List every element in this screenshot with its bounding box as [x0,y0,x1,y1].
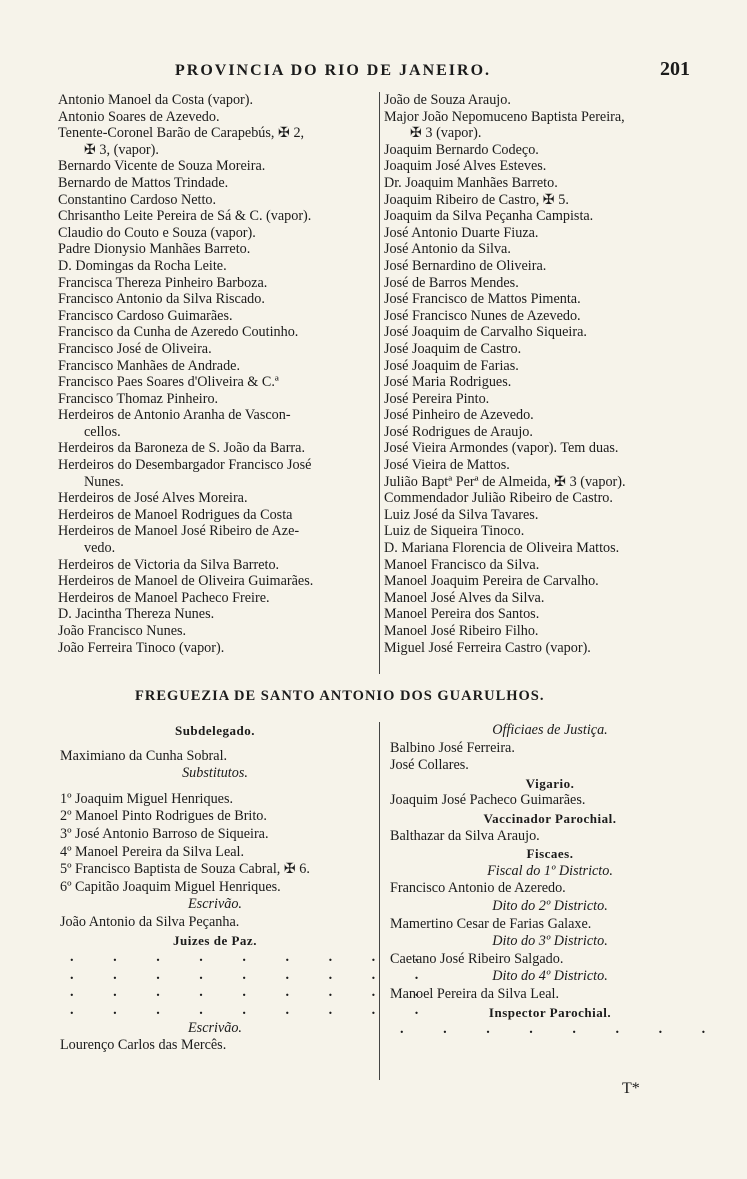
list-item: Tenente-Coronel Barão de Carapebús, ✠ 2, [58,125,305,142]
list-item: D. Mariana Florencia de Oliveira Mattos. [384,540,620,557]
fiscal-name: Mamertino Cesar de Farias Galaxe. [390,915,592,932]
fiscal-district-heading: Fiscal do 1º Districto. [487,862,613,879]
list-item: João Ferreira Tinoco (vapor). [58,639,225,656]
dotted-leader: . . . . . . . . . [70,1001,437,1018]
list-item: Herdeiros de José Alves Moreira. [58,490,248,507]
substitutos-heading: Substitutos. [182,765,248,782]
list-item: Joaquim da Silva Peçanha Campista. [384,208,594,225]
list-item: Antonio Manoel da Costa (vapor). [58,92,254,108]
list-item: Nunes. [84,473,124,490]
fiscal-district-heading: Dito do 4º Districto. [492,968,608,985]
list-item: Claudio do Couto e Souza (vapor). [58,224,256,241]
list-item: José Vieira de Mattos. [384,457,510,474]
list-item: Manoel José Ribeiro Filho. [384,623,539,639]
list-item: Miguel José Ferreira Castro (vapor). [384,639,591,656]
list-item: Manoel Francisco da Silva. [384,556,540,573]
list-item: José Antonio Duarte Fiuza. [384,224,539,241]
list-item: vedo. [84,540,116,557]
list-item: cellos. [84,423,121,440]
substituto-item: 5º Francisco Baptista de Souza Cabral, ✠ 6. [60,861,310,878]
list-item: Francisca Thereza Pinheiro Barboza. [58,274,268,291]
list-item: Francisco Paes Soares d'Oliveira & C.ª [58,374,279,391]
list-item: Major João Nepomuceno Baptista Pereira, [384,108,625,125]
list-item: ✠ 3 (vapor). [410,125,482,142]
list-item: José Pereira Pinto. [384,390,490,407]
officiaes-heading: Officiaes de Justiça. [492,722,608,738]
list-item: José Joaquim de Farias. [384,357,519,374]
list-item: Joaquim José Alves Esteves. [384,158,547,175]
list-item: Julião Baptª Perª de Almeida, ✠ 3 (vapor). [384,473,626,490]
substituto-item: 4º Manoel Pereira da Silva Leal. [60,843,245,860]
list-item: Padre Dionysio Manhães Barreto. [58,241,251,258]
list-item: Francisco Thomaz Pinheiro. [58,390,219,407]
column-divider-top [379,92,380,674]
dotted-leader: . . . . . . . . . [70,984,437,1001]
page-number: 201 [660,58,690,80]
list-item: Manoel José Alves da Silva. [384,589,545,606]
list-item: Antonio Soares de Azevedo. [58,108,220,125]
fiscaes-heading: Fiscaes. [526,846,574,862]
parish-heading: FREGUEZIA DE SANTO ANTONIO DOS GUARULHOS. [135,688,545,704]
list-item: José Maria Rodrigues. [384,374,512,391]
list-item: Herdeiros de Antonio Aranha de Vascon- [58,407,291,424]
official-name: Balbino José Ferreira. [390,739,515,756]
fiscal-name: Manoel Pereira da Silva Leal. [390,985,560,1002]
list-item: João Francisco Nunes. [58,623,187,639]
list-item: José Rodrigues de Araujo. [384,423,533,440]
list-item: ✠ 3, (vapor). [84,141,159,158]
escrivao-name: João Antonio da Silva Peçanha. [60,913,240,930]
list-item: Francisco José de Oliveira. [58,340,212,357]
list-item: Bernardo de Mattos Trindade. [58,174,229,191]
list-item: Francisco da Cunha de Azeredo Coutinho. [58,324,299,341]
substituto-item: 1º Joaquim Miguel Henriques. [60,790,234,807]
fiscal-district-heading: Dito do 3º Districto. [492,933,608,950]
dotted-leader: . . . . . . . . . [70,949,437,966]
escrivao-heading: Escrivão. [188,896,242,913]
list-item: João de Souza Araujo. [384,92,511,108]
list-item: Herdeiros da Baroneza de S. João da Barra. [58,440,305,457]
fiscal-district-heading: Dito do 2º Districto. [492,897,608,914]
inspector-heading: Inspector Parochial. [488,1004,612,1020]
column-divider-bottom [379,722,380,1080]
subdelegado-heading: Subdelegado. [174,723,256,738]
escrivao-name: Lourenço Carlos das Mercês. [60,1037,227,1054]
dotted-leader: . . . . . . . . . [70,966,437,983]
juizes-heading: Juizes de Paz. [173,932,257,948]
running-header: PROVINCIA DO RIO DE JANEIRO. [175,62,492,79]
escrivao-heading: Escrivão. [188,1019,242,1036]
vaccinador-name: Balthazar da Silva Araujo. [390,827,540,844]
subdelegado-name: Maximiano da Cunha Sobral. [60,747,228,764]
fiscal-name: Caetano José Ribeiro Salgado. [390,950,564,967]
list-item: José Francisco Nunes de Azevedo. [384,307,581,324]
list-item: José Joaquim de Carvalho Siqueira. [384,324,587,341]
list-item: Francisco Cardoso Guimarães. [58,307,233,324]
list-item: Joaquim Ribeiro de Castro, ✠ 5. [384,191,569,208]
dotted-leader: . . . . . . . . [400,1021,724,1038]
list-item: Herdeiros de Manoel Rodrigues da Costa [58,506,293,523]
list-item: José Pinheiro de Azevedo. [384,407,534,424]
right-column-list [384,92,704,656]
vigario-heading: Vigario. [525,775,575,791]
list-item: Luiz de Siqueira Tinoco. [384,523,525,540]
list-item: Dr. Joaquim Manhães Barreto. [384,174,558,191]
list-item: José de Barros Mendes. [384,274,519,291]
vaccinador-heading: Vaccinador Parochial. [483,810,617,826]
list-item: José Bernardino de Oliveira. [384,257,547,274]
list-item: Francisco Antonio da Silva Riscado. [58,291,265,308]
signature-mark: T* [622,1080,640,1097]
list-item: José Antonio da Silva. [384,241,511,258]
list-item: Commendador Julião Ribeiro de Castro. [384,490,613,507]
left-column-list [58,92,378,656]
vigario-name: Joaquim José Pacheco Guimarães. [390,792,586,809]
list-item: José Joaquim de Castro. [384,340,522,357]
list-item: Bernardo Vicente de Souza Moreira. [58,158,266,175]
list-item: Constantino Cardoso Netto. [58,191,217,208]
list-item: Manoel Pereira dos Santos. [384,606,540,623]
fiscal-name: Francisco Antonio de Azeredo. [390,880,566,897]
list-item: D. Jacintha Thereza Nunes. [58,606,215,623]
list-item: Luiz José da Silva Tavares. [384,506,539,523]
list-item: Manoel Joaquim Pereira de Carvalho. [384,573,599,590]
list-item: Herdeiros do Desembargador Francisco José [58,457,312,474]
list-item: Chrisantho Leite Pereira de Sá & C. (vapor). [58,208,312,225]
substituto-item: 3º José Antonio Barroso de Siqueira. [60,825,269,842]
list-item: Herdeiros de Manoel José Ribeiro de Aze- [58,523,300,540]
list-item: Herdeiros de Victoria da Silva Barreto. [58,556,280,573]
substituto-item: 6º Capitão Joaquim Miguel Henriques. [60,878,281,895]
substituto-item: 2º Manoel Pinto Rodrigues de Brito. [60,808,267,825]
list-item: Herdeiros de Manoel de Oliveira Guimarães. [58,573,314,590]
list-item: Francisco Manhães de Andrade. [58,357,241,374]
list-item: Joaquim Bernardo Codeço. [384,141,539,158]
parish-right-column [390,722,724,1039]
list-item: José Vieira Armondes (vapor). Tem duas. [384,440,619,457]
list-item: Herdeiros de Manoel Pacheco Freire. [58,589,270,606]
list-item: José Francisco de Mattos Pimenta. [384,291,581,308]
official-name: José Collares. [390,757,469,774]
list-item: D. Domingas da Rocha Leite. [58,257,227,274]
